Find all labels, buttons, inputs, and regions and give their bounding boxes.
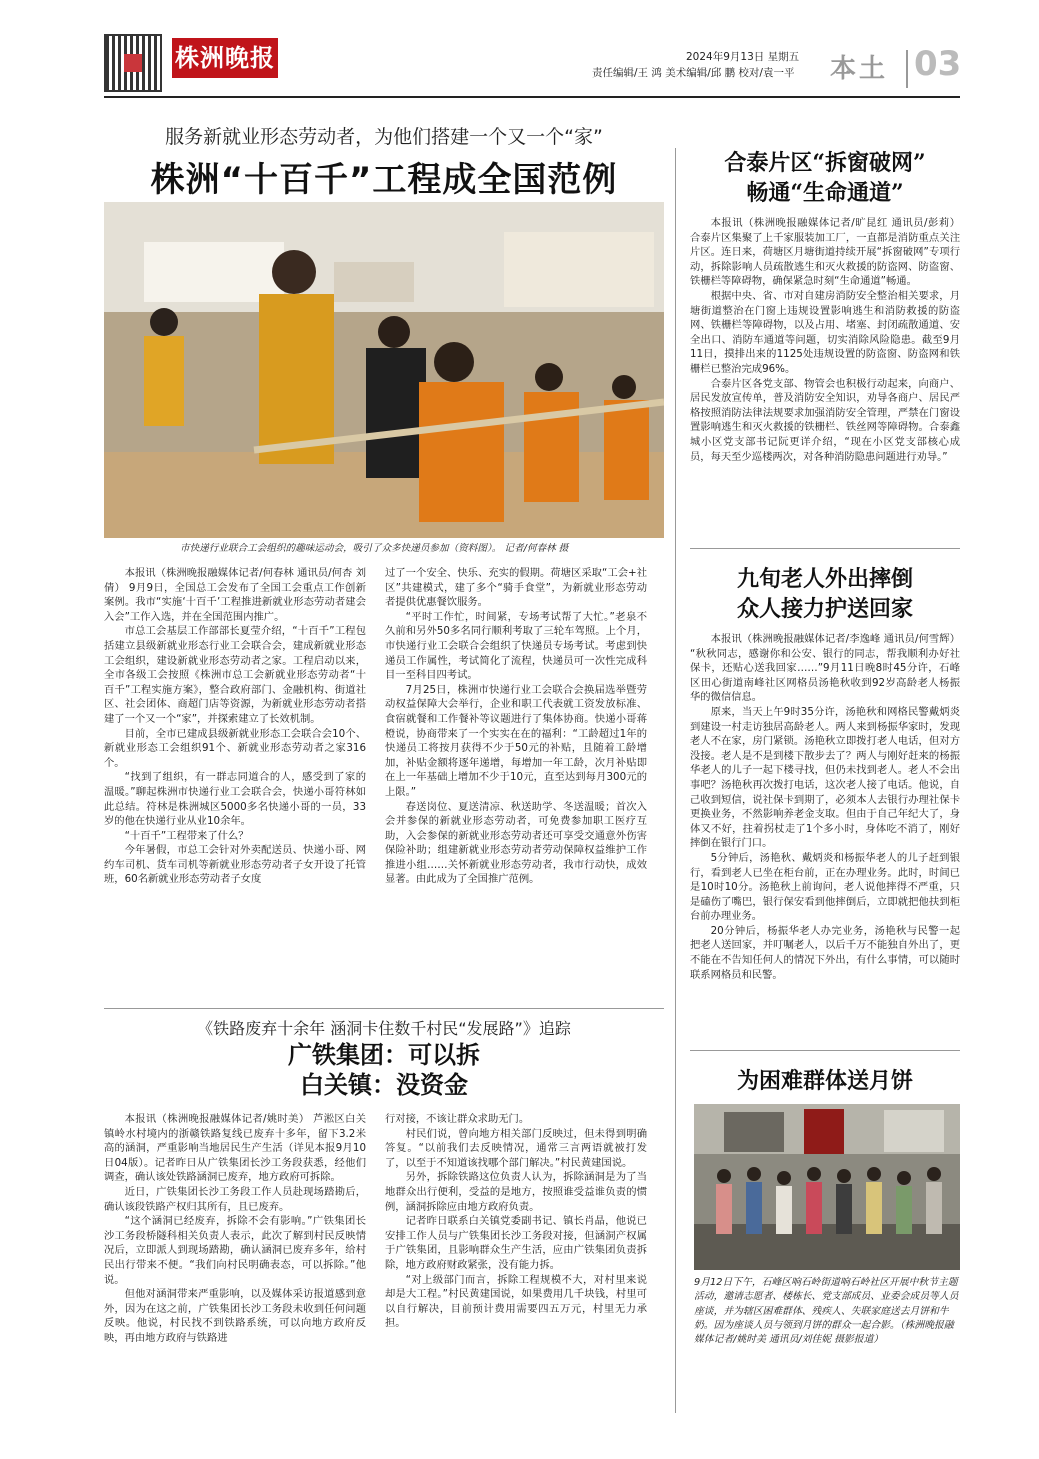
story3-headline-2: 畅通“生命通道” xyxy=(746,180,904,206)
story2-para: “这个涵洞已经废弃，拆除不会有影响。”广铁集团长沙工务段桥隧科相关负责人表示，此次了解到村民反映情况后，立即派人到现场踏勘，确认涵洞已废弃多年，给村民出行带来不便。“我们向村民明确表态，可以拆除。”他说。 xyxy=(104,1215,366,1286)
editor-credits: 责任编辑/王 鸿 美术编辑/邱 鹏 校对/袁一平 xyxy=(592,67,795,79)
story3-para: 本报讯（株洲晚报融媒体记者/旷昆红 通讯员/彭莉） 合泰片区集聚了上千家服装加工厂，一直都是消防重点关注片区。连日来，荷塘区月塘街道持续开展“拆窗破网”专项行动，拆除影响人员疏散逃生和灭火救援的防盗网、防盗窗、铁栅栏等障碍物，确保紧急时刻“生命通道”畅通。 xyxy=(690,217,960,288)
story5-photo[interactable] xyxy=(694,1104,960,1270)
story4-headline-2: 众人接力护送回家 xyxy=(736,596,913,622)
story3-para: 合泰片区各党支部、物管会也积极行动起来，向商户、居民发放宣传单，普及消防安全知识，劝导各商户、居民严格按照消防法律法规要求加强消防安全管理，严禁在门窗设置影响逃生和灭火救援的铁栅栏、铁丝网等障碍物。合泰鑫城小区党支部书记阮更详介绍，“现在小区党支部核心成员，每天至少巡楼两次，对各种消防隐患问题进行劝导。” xyxy=(690,377,960,463)
lead-column-2 xyxy=(385,566,647,887)
lead-kicker: 服务新就业形态劳动者，为他们搭建一个又一个“家” xyxy=(165,126,603,148)
story5-headline: 为困难群体送月饼 xyxy=(736,1068,913,1094)
lead-column-1 xyxy=(104,566,366,887)
story2-column-1 xyxy=(104,1112,366,1346)
story2-headline-1: 广铁集团：可以拆 xyxy=(288,1040,480,1069)
page-number: 03 xyxy=(914,44,962,84)
story4-para: 原来，当天上午9时35分许，汤艳秋和网格民警戴炳炎到建设一村走访独居高龄老人。两人来到杨振华家时，发现老人不在家，房门紧锁。汤艳秋立即拨打老人电话，但对方没接。老人是不是到楼下散步去了？两人与刚好赶来的杨振华老人的儿子一起下楼寻找，但仍未找到老人。老人不会出事吧？汤艳秋再次拨打电话，这次老人接了电话。他说，自己收到短信，说社保卡到期了，必须本人去银行办理社保卡更换业务，不然影响养老金支取。但由于自己年纪大了，身体又不好，拄着拐杖走了1个多小时，身体吃不消了，刚好摔倒在银行门口。 xyxy=(690,705,960,850)
lead-para: “找到了组织，有一群志同道合的人，感受到了家的温暖。”聊起株洲市快递行业工会联合会，快递小哥符林如此总结。符林是株洲城区5000多名快递小哥的一员，33岁的他在快递行业从业10余年。 xyxy=(104,771,366,828)
lead-para: 目前，全市已建成县级新就业形态工会联合会10个、新就业形态工会组织91个、新就业形态劳动者之家316个。 xyxy=(104,727,366,769)
section-rule xyxy=(690,1050,960,1051)
story2-para: 近日，广铁集团长沙工务段工作人员赴现场踏勘后，确认该段铁路产权归其所有，且已废弃。 xyxy=(104,1185,366,1213)
lead-para: 过了一个安全、快乐、充实的假期。荷塘区采取“工会+社区”共建模式，建了多个“骑手食堂”，为新就业形态劳动者提供优惠餐饮服务。 xyxy=(385,567,647,609)
story4-headline-1: 九旬老人外出摔倒 xyxy=(736,566,913,592)
story2-para: 但他对涵洞带来严重影响，以及媒体采访报道感到意外，因为在这之前，广铁集团长沙工务段未收到任何问题反映。他说，村民找不到铁路系统，可以向地方政府反映，再由地方政府与铁路进 xyxy=(104,1288,366,1344)
lead-photo-caption: 市快递行业联合工会组织的趣味运动会，吸引了众多快递员参加（资料图）。 记者/何春林 摄 xyxy=(180,543,569,554)
tug-of-war-illustration xyxy=(104,202,664,538)
story2-para: “对上级部门而言，拆除工程规模不大，对村里来说却是大工程。”村民黄建国说，如果费用几千块钱，村里可以自行解决，目前预计费用需要四五万元，村里无力承担。 xyxy=(385,1273,647,1330)
section-name: 本土 xyxy=(830,54,889,84)
lead-para: “十百千”工程带来了什么？ xyxy=(124,829,249,842)
story2-para: 行对接，不该让群众求助无门。 xyxy=(385,1113,530,1125)
lead-para: 市总工会基层工作部部长夏莹介绍，“十百千”工程包括建立县级新就业形态行业工会联合会，建成新就业形态工会组织，建设新就业形态劳动者之家。工程启动以来，全市各级工会按照《株洲市总工会新就业形态劳动者“十百千”工程实施方案》，整合政府部门、金融机构、街道社区、社会团体、商超门店等资源，为新就业形态劳动者搭建了一个又一个“家”，并探索建立了长效机制。 xyxy=(104,625,366,725)
section-rule xyxy=(690,548,960,549)
story4-para: 本报讯（株洲晚报融媒体记者/李逸峰 通讯员/何雪辉） “秋秋同志，感谢你和公安、银行的同志，帮我顺利办好社保卡，还贴心送我回家……”9月11日晚8时45分许，石峰区田心街道南峰社区网格员汤艳秋收到92岁高龄老人杨振华的微信信息。 xyxy=(690,633,960,704)
story2-para: 另外，拆除铁路这位负责人认为，拆除涵洞是为了当地群众出行便利，受益的是地方，按照谁受益谁负责的惯例，涵洞拆除应由地方政府负责。 xyxy=(385,1171,647,1213)
story4-para: 5分钟后，汤艳秋、戴炳炎和杨振华老人的儿子赶到银行，看到老人已坐在柜台前，正在办理业务。此时，时间已是10时10分。汤艳秋上前询问，老人说他摔得不严重，只是磕伤了嘴巴，银行保安看到他摔倒后，立即就把他扶到柜台前办理业务。 xyxy=(690,851,960,923)
lead-para: “平时工作忙，时间紧，专场考试帮了大忙。”老泉不久前和另外50多名同行顺利考取了三轮车驾照。上个月，市快递行业工会联合会组织了快递员专场考试。考虑到快递员工作属性，考试简化了流程，快递员可一次性完成科目一至科目四考试。 xyxy=(385,610,647,682)
story2-column-2 xyxy=(385,1112,647,1331)
group-photo-illustration xyxy=(694,1104,960,1270)
story3-para: 根据中央、省、市对自建房消防安全整治相关要求，月塘街道整治在门窗上违规设置影响逃生和消防救援的防盗网、铁栅栏等障碍物，以及占用、堵塞、封闭疏散通道、安全出口、消防车通道等问题，切实消除风险隐患。截至9月11日，摸排出来的1125处违规设置的防盗窗、防盗网和铁栅栏已整治完成96%。 xyxy=(690,289,960,375)
lead-photo[interactable] xyxy=(104,202,664,538)
lead-para: 今年暑假，市总工会针对外卖配送员、快递小哥、网约车司机、货车司机等新就业形态劳动者子女开设了托管班，60名新就业形态劳动者子女度 xyxy=(104,844,366,886)
story2-para: 村民们说，曾向地方相关部门反映过，但未得到明确答复。“以前我们去反映情况，通常三言两语就被打发了，以至于不知道该找哪个部门解决。”村民黄建国说。 xyxy=(385,1127,647,1169)
lead-para: 本报讯（株洲晚报融媒体记者/何春林 通讯员/何杏 刘倩） 9月9日，全国总工会发布了全国工会重点工作创新案例。我市“实施‘十百千’工程推进新就业形态劳动者建会入会”工作入选，并在全国范围内推广。 xyxy=(104,567,366,623)
column-divider xyxy=(675,148,676,1413)
lead-para: 春送岗位、夏送清凉、秋送助学、冬送温暖；首次入会并参保的新就业形态劳动者，可免费参加职工医疗互助，入会参保的新就业形态劳动者还可享受交通意外伤害保险补助；组建新就业形态劳动者劳动保障权益维护工作推进小组……关怀新就业形态劳动者，我市行动快，成效显著。由此成为了全国推广范例。 xyxy=(385,800,647,886)
story2-para: 记者昨日联系白关镇党委副书记、镇长肖晶，他说已安排工作人员与广铁集团长沙工务段对接，但涵洞产权属于广铁集团，且影响群众生产生活，应由广铁集团负责拆除，地方政府财政紧张，没有能力拆。 xyxy=(385,1215,647,1271)
story3-headline-1: 合泰片区“拆窗破网” xyxy=(724,150,926,176)
story2-para: 本报讯（株洲晚报融媒体记者/姚时美） 芦淞区白关镇岭水村境内的浙赣铁路复线已废弃十多年，留下3.2米高的涵洞，严重影响当地居民生产生活（详见本报9月10日04版）。记者昨日从广铁集团长沙工务段获悉，经他们调查，确认该处铁路涵洞已废弃，地方政府可拆除。 xyxy=(104,1113,366,1184)
qr-code[interactable] xyxy=(104,34,162,92)
lead-headline: 株洲“十百千”工程成全国范例 xyxy=(150,160,618,200)
issue-date: 2024年9月13日 星期五 xyxy=(686,51,800,63)
story4-body xyxy=(690,632,960,982)
story2-kicker: 《铁路废弃十余年 涵洞卡住数千村民“发展路”》追踪 xyxy=(197,1019,571,1038)
section-rule xyxy=(104,1008,664,1009)
header-rule xyxy=(104,96,960,98)
section-divider xyxy=(906,50,908,88)
masthead-logo: 株洲晚报 xyxy=(172,38,278,78)
story2-headline-2: 白关镇：没资金 xyxy=(300,1070,468,1099)
story3-body xyxy=(690,216,960,464)
story5-caption: 9月12日下午，石峰区响石岭街道响石岭社区开展中秋节主题活动，邀请志愿者、楼栋长、党支部成员、业委会成员等人员座谈，并为辖区困难群体、残疾人、失联家庭送去月饼和牛奶。因为座谈人员与领到月饼的群众一起合影。（株洲晚报融媒体记者/姚时美 通讯员/刘佳妮 摄影报道） xyxy=(694,1277,959,1346)
lead-para: 7月25日，株洲市快递行业工会联合会换届选举暨劳动权益保障大会举行，企业和职工代表就工资发放标准、食宿就餐和工作餐补等议题进行了集体协商。快递小哥蒋橙说，协商带来了一个实实在在的福利：“工龄超过1年的快递员工将按月获得不少于50元的补贴，且随着工龄增加，补贴金额将逐年递增，每增加一年工龄，次月补贴即在上一年基础上增加不少于10元，直至达到每月300元的上限。” xyxy=(385,683,647,798)
story4-para: 20分钟后，杨振华老人办完业务，汤艳秋与民警一起把老人送回家，并叮嘱老人，以后千万不能独自外出了，更不能在不告知任何人的情况下外出，有什么事情，可以随时联系网格员和民警。 xyxy=(690,924,960,981)
